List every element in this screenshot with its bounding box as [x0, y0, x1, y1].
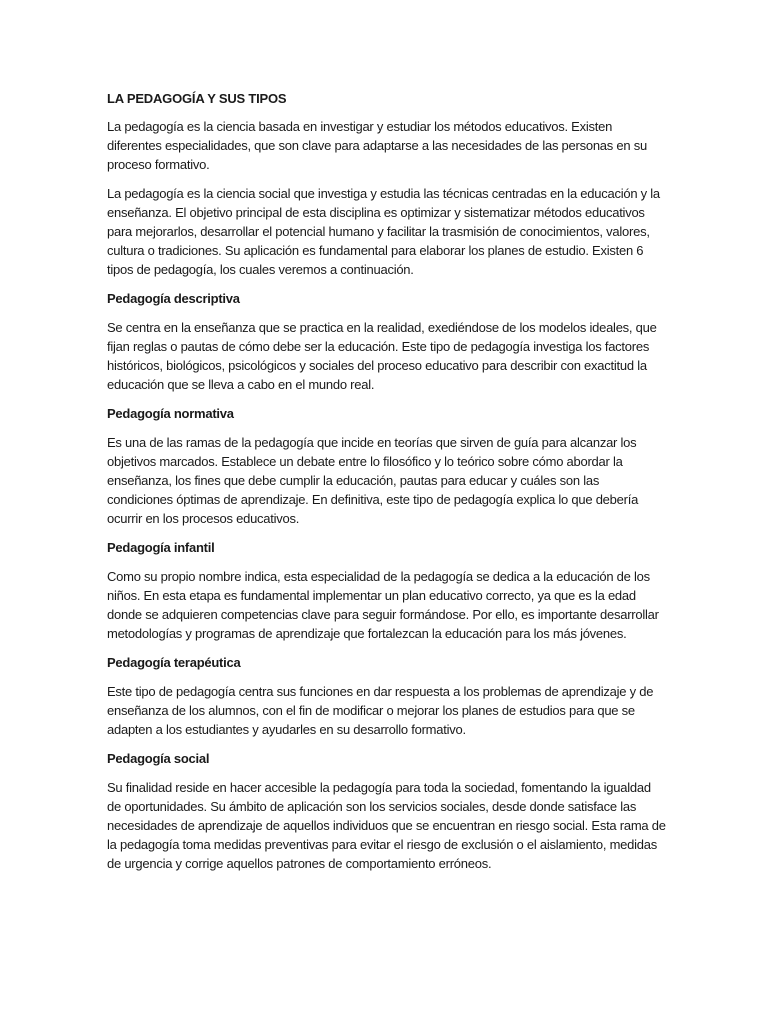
- section-heading-social: Pedagogía social: [107, 751, 210, 766]
- document-title: LA PEDAGOGÍA Y SUS TIPOS: [107, 91, 287, 106]
- intro-paragraph-2: La pedagogía es la ciencia social que investiga y estudia las técnicas centradas en la educación y la enseñanza. El objetivo principal de esta disciplina es optimizar y sistematizar métodos educativos para mejorarlos, desarrollar el potencial humano y facilitar la trasmisión de conocimientos, valores, cultura o tradiciones. Su aplicación es fundamental para elaborar los planes de estudio. Existen 6 tipos de pedagogía, los cuales veremos a continuación.: [107, 186, 660, 277]
- section-heading-terapeutica: Pedagogía terapéutica: [107, 655, 241, 670]
- intro-paragraph-1: La pedagogía es la ciencia basada en investigar y estudiar los métodos educativos. Existen diferentes especialidades, que son clave para adaptarse a las necesidades de las personas en su proceso formativo.: [107, 119, 647, 172]
- section-text-terapeutica: Este tipo de pedagogía centra sus funciones en dar respuesta a los problemas de aprendizaje y de enseñanza de los alumnos, con el fin de modificar o mejorar los planes de estudios para que se adapten a los estudiantes y ayudarles en su desarrollo formativo.: [107, 684, 654, 737]
- section-heading-infantil: Pedagogía infantil: [107, 540, 215, 555]
- section-text-normativa: Es una de las ramas de la pedagogía que incide en teorías que sirven de guía para alcanzar los objetivos marcados. Establece un debate entre lo filosófico y lo teórico sobre cómo abordar la enseñanza, los fines que debe cumplir la educación, pautas para educar y cuáles son las condiciones óptimas de aprendizaje. En definitiva, este tipo de pedagogía explica lo que debería ocurrir en los procesos educativos.: [107, 435, 639, 526]
- section-text-descriptiva: Se centra en la enseñanza que se practica en la realidad, exediéndose de los modelos ideales, que fijan reglas o pautas de cómo debe ser la educación. Este tipo de pedagogía investiga los factores históricos, biológicos, psicológicos y sociales del proceso educativo para describir con exactitud la educación que se lleva a cabo en el mundo real.: [107, 320, 657, 392]
- section-text-infantil: Como su propio nombre indica, esta especialidad de la pedagogía se dedica a la educación de los niños. En esta etapa es fundamental implementar un plan educativo correcto, ya que es la edad donde se adquieren competencias clave para seguir formándose. Por ello, es importante desarrollar metodologías y programas de aprendizaje que fortalezcan la educación para los más jóvenes.: [107, 569, 659, 641]
- section-text-social: Su finalidad reside en hacer accesible la pedagogía para toda la sociedad, fomentando la igualdad de oportunidades. Su ámbito de aplicación son los servicios sociales, desde donde satisface las necesidades de aprendizaje de aquellos individuos que se encuentran en riesgo social. Esta rama de la pedagogía toma medidas preventivas para evitar el riesgo de exclusión o el aislamiento, medidas de urgencia y corrige aquellos patrones de comportamiento erróneos.: [107, 780, 666, 871]
- section-heading-descriptiva: Pedagogía descriptiva: [107, 291, 240, 306]
- section-heading-normativa: Pedagogía normativa: [107, 406, 234, 421]
- document-content: [107, 89, 667, 883]
